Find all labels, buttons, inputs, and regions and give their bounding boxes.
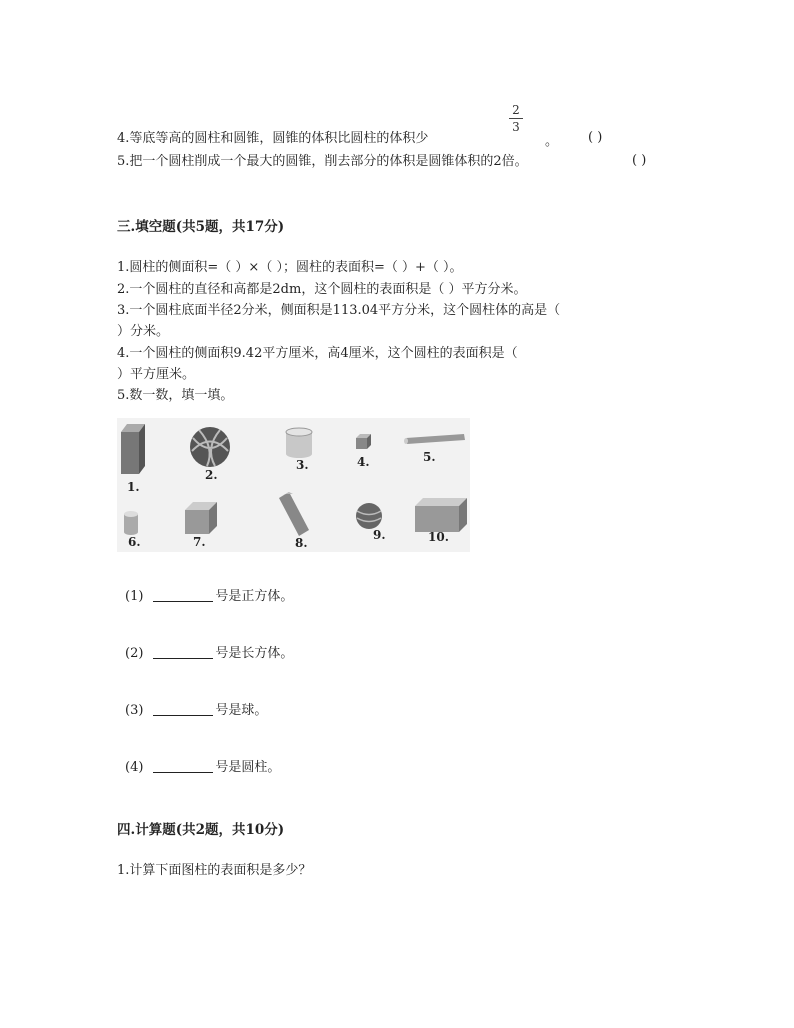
shape-2-ball bbox=[190, 427, 230, 467]
fill-row-sphere bbox=[125, 699, 267, 718]
shape-label-2: 2. bbox=[205, 468, 218, 482]
fill-q3-line1: 3.一个圆柱底面半径2分米，侧面积是113.04平方分米，这个圆柱体的高是（ bbox=[117, 303, 561, 318]
fill-q4-line1: 4.一个圆柱的侧面积9.42平方厘米，高4厘米，这个圆柱的表面积是（ bbox=[117, 346, 518, 361]
shape-label-9: 9. bbox=[373, 528, 386, 542]
fill-q2: 2.一个圆柱的直径和高都是2dm，这个圆柱的表面积是（ ）平方分米。 bbox=[117, 282, 527, 297]
answer-blank[interactable] bbox=[153, 772, 213, 773]
fill-q3-line2: ）分米。 bbox=[117, 324, 170, 339]
judge-q4-answer-paren[interactable]: ( ) bbox=[588, 130, 603, 145]
fill-row-text: 号是球。 bbox=[215, 703, 268, 718]
shape-3-cylinder bbox=[286, 428, 312, 458]
shapes-illustration bbox=[117, 418, 470, 552]
shapes-figure bbox=[117, 418, 470, 552]
answer-blank[interactable] bbox=[153, 715, 213, 716]
shape-7-cube bbox=[185, 502, 217, 534]
judge-q4-end: 。 bbox=[545, 134, 559, 149]
fill-row-number: (4) bbox=[125, 760, 144, 775]
section3-heading: 三.填空题(共5题，共17分) bbox=[117, 219, 285, 235]
fill-row-text: 号是圆柱。 bbox=[215, 760, 281, 775]
judge-q5-text: 5.把一个圆柱削成一个最大的圆锥，削去部分的体积是圆锥体积的2倍。 bbox=[117, 154, 528, 169]
fraction-two-thirds bbox=[509, 103, 523, 134]
judge-q4-text: 4.等底等高的圆柱和圆锥，圆锥的体积比圆柱的体积少 bbox=[117, 131, 429, 146]
fill-q5: 5.数一数，填一填。 bbox=[117, 388, 234, 403]
shape-9-ball bbox=[356, 503, 382, 529]
section4-heading: 四.计算题(共2题，共10分) bbox=[117, 822, 285, 838]
shape-label-6: 6. bbox=[128, 535, 141, 549]
shape-label-7: 7. bbox=[193, 535, 206, 549]
fill-row-number: (2) bbox=[125, 646, 144, 661]
shape-1-tall-cuboid bbox=[121, 424, 145, 474]
shape-label-8: 8. bbox=[295, 536, 308, 550]
calc-q1: 1.计算下面图柱的表面积是多少？ bbox=[117, 863, 312, 878]
fraction-numerator: 2 bbox=[512, 103, 520, 117]
fill-row-number: (3) bbox=[125, 703, 144, 718]
fraction-denominator: 3 bbox=[512, 120, 520, 134]
shape-4-small-cube bbox=[356, 434, 371, 449]
fill-row-cylinder bbox=[125, 756, 280, 775]
shape-label-1: 1. bbox=[127, 480, 140, 494]
fill-row-number: (1) bbox=[125, 589, 144, 604]
fill-q1: 1.圆柱的侧面积=（ ）×（ ）；圆柱的表面积=（ ）+（ ）。 bbox=[117, 260, 463, 275]
fill-row-cube bbox=[125, 585, 293, 604]
shape-label-5: 5. bbox=[423, 450, 436, 464]
shape-label-4: 4. bbox=[357, 455, 370, 469]
fill-row-text: 号是长方体。 bbox=[215, 646, 294, 661]
shape-10-wide-cuboid bbox=[415, 498, 467, 532]
shape-label-10: 10. bbox=[428, 530, 449, 544]
fill-row-text: 号是正方体。 bbox=[215, 589, 294, 604]
fill-row-cuboid bbox=[125, 642, 293, 661]
shape-6-short-cylinder bbox=[124, 511, 138, 535]
shape-label-3: 3. bbox=[296, 458, 309, 472]
answer-blank[interactable] bbox=[153, 658, 213, 659]
fill-q4-line2: ）平方厘米。 bbox=[117, 367, 196, 382]
judge-q5-answer-paren[interactable]: ( ) bbox=[632, 153, 647, 168]
answer-blank[interactable] bbox=[153, 601, 213, 602]
